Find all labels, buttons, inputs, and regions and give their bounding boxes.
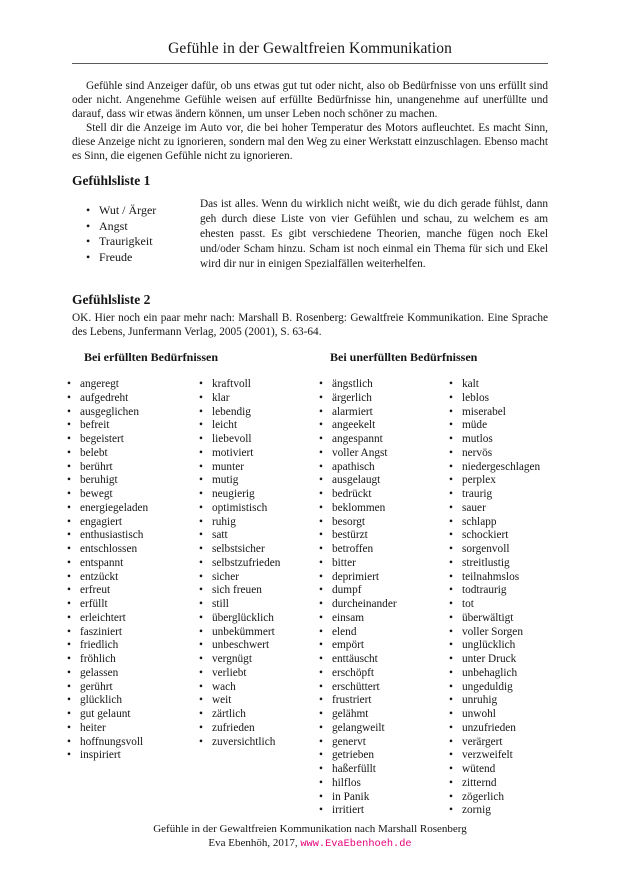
section-heading-gefuehlsliste-1: Gefühlsliste 1	[72, 173, 151, 188]
list-item: • besorgt	[318, 516, 448, 530]
list-item: • fasziniert	[66, 626, 198, 640]
list-item: • wütend	[448, 763, 588, 777]
fulfilled-column-2	[198, 378, 318, 763]
list-item: • optimistisch	[198, 502, 318, 516]
section-heading-gefuehlsliste-2: Gefühlsliste 2	[72, 292, 151, 307]
list-item: • deprimiert	[318, 571, 448, 585]
list-item: • ausgelaugt	[318, 474, 448, 488]
list-item: • betroffen	[318, 543, 448, 557]
list-item: • Angst	[85, 219, 200, 235]
unfulfilled-needs-group	[318, 350, 594, 818]
list-item: • aufgedreht	[66, 392, 198, 406]
list-item: • tot	[448, 598, 588, 612]
list-item: • begeistert	[66, 433, 198, 447]
list-item: • inspiriert	[66, 749, 198, 763]
list-item: • erfüllt	[66, 598, 198, 612]
list-item: • sorgenvoll	[448, 543, 588, 557]
list-item: • klar	[198, 392, 318, 406]
unfulfilled-needs-columns	[318, 378, 594, 818]
list-item: • gerührt	[66, 681, 198, 695]
list-item: • traurig	[448, 488, 588, 502]
list-item: • wach	[198, 681, 318, 695]
list-item: • zornig	[448, 804, 588, 818]
list-item: • belebt	[66, 447, 198, 461]
list-item: • fröhlich	[66, 653, 198, 667]
fulfilled-needs-heading: Bei erfüllten Bedürfnissen	[84, 350, 218, 364]
list-item: • zufrieden	[198, 722, 318, 736]
list-item: • Freude	[85, 250, 200, 266]
list-item: • zuversichtlich	[198, 736, 318, 750]
basic-feelings-list	[85, 203, 200, 272]
list-item: • selbstsicher	[198, 543, 318, 557]
list-item: • unwohl	[448, 708, 588, 722]
list-item: • berührt	[66, 461, 198, 475]
list-item: • Wut / Ärger	[85, 203, 200, 219]
fulfilled-needs-columns	[66, 378, 318, 763]
list-item: • erschöpft	[318, 667, 448, 681]
list-item: • streitlustig	[448, 557, 588, 571]
list-item: • sich freuen	[198, 584, 318, 598]
list-item: • in Panik	[318, 791, 448, 805]
list-item: • schockiert	[448, 529, 588, 543]
list-item: • kalt	[448, 378, 588, 392]
list-item: • beklommen	[318, 502, 448, 516]
list-item: • voller Sorgen	[448, 626, 588, 640]
gefuehlsliste-1-block	[72, 197, 548, 272]
list-item: • apathisch	[318, 461, 448, 475]
list-item: • frustriert	[318, 694, 448, 708]
footer-line-1: Gefühle in der Gewaltfreien Kommunikation nach Marshall Rosenberg	[153, 823, 467, 835]
list-item: • hoffnungsvoll	[66, 736, 198, 750]
list-item: • enttäuscht	[318, 653, 448, 667]
list-item: • perplex	[448, 474, 588, 488]
gefuehlsliste-2-intro: OK. Hier noch ein paar mehr nach: Marshall B. Rosenberg: Gewaltfreie Kommunikation. Eine Sprache des Lebens, Junfermann Verlag, 2005 (2001), S. 63-64.	[72, 312, 548, 338]
list-item: • verzweifelt	[448, 749, 588, 763]
list-item: • lebendig	[198, 406, 318, 420]
unfulfilled-column-1	[318, 378, 448, 818]
list-item: • teilnahmslos	[448, 571, 588, 585]
list-item: • dumpf	[318, 584, 448, 598]
footer-website-link[interactable]: www.EvaEbenhoeh.de	[300, 837, 412, 850]
list-item: • unbehaglich	[448, 667, 588, 681]
unfulfilled-needs-heading: Bei unerfüllten Bedürfnissen	[330, 350, 478, 364]
list-item: • getrieben	[318, 749, 448, 763]
footer-author-text: Eva Ebenhöh, 2017,	[208, 836, 301, 849]
list-item: • durcheinander	[318, 598, 448, 612]
list-item: • zögerlich	[448, 791, 588, 805]
list-item: • ängstlich	[318, 378, 448, 392]
footer	[0, 823, 620, 852]
list-item: • enthusiastisch	[66, 529, 198, 543]
list-item: • friedlich	[66, 639, 198, 653]
fulfilled-column-1	[66, 378, 198, 763]
list-item: • gelassen	[66, 667, 198, 681]
list-item: • überglücklich	[198, 612, 318, 626]
list-item: • angeekelt	[318, 419, 448, 433]
list-item: • Traurigkeit	[85, 234, 200, 250]
unfulfilled-column-2	[448, 378, 588, 818]
list-item: • satt	[198, 529, 318, 543]
feelings-columns-section	[66, 350, 620, 818]
list-item: • mutig	[198, 474, 318, 488]
list-item: • sauer	[448, 502, 588, 516]
list-item: • glücklich	[66, 694, 198, 708]
list-item: • selbstzufrieden	[198, 557, 318, 571]
gefuehlsliste-1-description: Das ist alles. Wenn du wirklich nicht weißt, wie du dich gerade fühlst, dann geh durch diese Liste von vier Gefühlen und schau, zu welchem es am ehesten passt. Es gibt verschiedene Theorien, manche fügen noch Ekel und/oder Scham hinzu. Scham ist noch einmal ein Thema für sich und Ekel wird dir nur in einigen Spezialfällen weiterhelfen.	[200, 198, 548, 270]
list-item: • verliebt	[198, 667, 318, 681]
page-title: Gefühle in der Gewaltfreien Kommunikation	[168, 40, 452, 57]
list-item: • erschüttert	[318, 681, 448, 695]
list-item: • gut gelaunt	[66, 708, 198, 722]
list-item: • niedergeschlagen	[448, 461, 588, 475]
list-item: • todtraurig	[448, 584, 588, 598]
list-item: • verärgert	[448, 736, 588, 750]
list-item: • heiter	[66, 722, 198, 736]
list-item: • irritiert	[318, 804, 448, 818]
list-item: • motiviert	[198, 447, 318, 461]
list-item: • leblos	[448, 392, 588, 406]
list-item: • ungeduldig	[448, 681, 588, 695]
list-item: • unbekümmert	[198, 626, 318, 640]
list-item: • still	[198, 598, 318, 612]
list-item: • zärtlich	[198, 708, 318, 722]
list-item: • unbeschwert	[198, 639, 318, 653]
list-item: • liebevoll	[198, 433, 318, 447]
list-item: • engagiert	[66, 516, 198, 530]
list-item: • müde	[448, 419, 588, 433]
list-item: • bestürzt	[318, 529, 448, 543]
list-item: • gelangweilt	[318, 722, 448, 736]
list-item: • unruhig	[448, 694, 588, 708]
list-item: • haßerfüllt	[318, 763, 448, 777]
list-item: • mutlos	[448, 433, 588, 447]
list-item: • erleichtert	[66, 612, 198, 626]
intro-paragraph-1: Gefühle sind Anzeiger dafür, ob uns etwas gut tut oder nicht, also ob Bedürfnisse von uns erfüllt sind oder nicht. Angenehme Gefühle weisen auf erfüllte Bedürfnisse hin, unangenehme auf unerfüllte und darauf, dass wir etwas ändern können, um unser Leben noch schöner zu machen.	[72, 80, 548, 120]
list-item: • bewegt	[66, 488, 198, 502]
list-item: • genervt	[318, 736, 448, 750]
list-item: • unzufrieden	[448, 722, 588, 736]
list-item: • weit	[198, 694, 318, 708]
list-item: • nervös	[448, 447, 588, 461]
list-item: • alarmiert	[318, 406, 448, 420]
list-item: • kraftvoll	[198, 378, 318, 392]
list-item: • neugierig	[198, 488, 318, 502]
list-item: • ärgerlich	[318, 392, 448, 406]
list-item: • ruhig	[198, 516, 318, 530]
list-item: • ausgeglichen	[66, 406, 198, 420]
list-item: • beruhigt	[66, 474, 198, 488]
list-item: • leicht	[198, 419, 318, 433]
list-item: • energiegeladen	[66, 502, 198, 516]
list-item: • zitternd	[448, 777, 588, 791]
list-item: • bitter	[318, 557, 448, 571]
list-item: • einsam	[318, 612, 448, 626]
list-item: • entspannt	[66, 557, 198, 571]
list-item: • voller Angst	[318, 447, 448, 461]
list-item: • elend	[318, 626, 448, 640]
list-item: • miserabel	[448, 406, 588, 420]
list-item: • überwältigt	[448, 612, 588, 626]
list-item: • angespannt	[318, 433, 448, 447]
intro-section	[72, 79, 548, 163]
list-item: • vergnügt	[198, 653, 318, 667]
intro-paragraph-2: Stell dir die Anzeige im Auto vor, die bei hoher Temperatur des Motors aufleuchtet. Es macht Sinn, diese Anzeige nicht zu ignorieren, sondern mal den Weg zu einer Werkstatt einzuschlagen. Ebenso macht es Sinn, die eigenen Gefühle nicht zu ignorieren.	[72, 122, 548, 162]
list-item: • sicher	[198, 571, 318, 585]
list-item: • erfreut	[66, 584, 198, 598]
list-item: • empört	[318, 639, 448, 653]
list-item: • angeregt	[66, 378, 198, 392]
list-item: • entschlossen	[66, 543, 198, 557]
list-item: • schlapp	[448, 516, 588, 530]
list-item: • befreit	[66, 419, 198, 433]
list-item: • entzückt	[66, 571, 198, 585]
footer-line-2	[0, 837, 620, 852]
list-item: • gelähmt	[318, 708, 448, 722]
list-item: • bedrückt	[318, 488, 448, 502]
fulfilled-needs-group	[66, 350, 318, 818]
list-item: • munter	[198, 461, 318, 475]
title-rule	[72, 63, 548, 64]
list-item: • unter Druck	[448, 653, 588, 667]
list-item: • hilflos	[318, 777, 448, 791]
list-item: • unglücklich	[448, 639, 588, 653]
